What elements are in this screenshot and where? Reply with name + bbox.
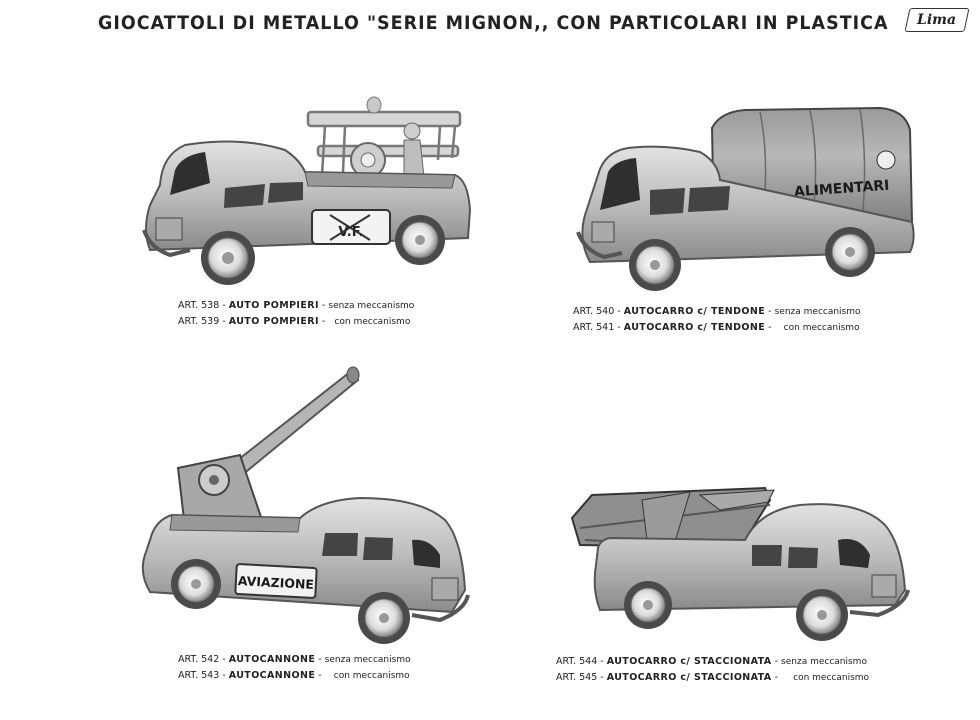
product-name: AUTOCANNONE: [228, 654, 316, 665]
mechanism-text: senza meccanismo: [774, 307, 861, 317]
product-name: AUTOCARRO c/ STACCIONATA: [606, 656, 772, 667]
art-number: ART. 538: [178, 300, 220, 311]
art-number: ART. 543: [178, 670, 220, 681]
mechanism-text: con meccanismo: [333, 671, 410, 681]
art-number: ART. 544: [556, 656, 598, 667]
caption-line: ART. 539 - AUTO POMPIERI - con meccanismo: [178, 316, 411, 327]
product-name: AUTOCANNONE: [228, 670, 316, 681]
caption-line: ART. 543 - AUTOCANNONE - con meccanismo: [178, 670, 410, 681]
product-name: AUTOCARRO c/ TENDONE: [623, 322, 766, 333]
caption-line: ART. 542 - AUTOCANNONE - senza meccanismo: [178, 654, 411, 665]
caption-line: ART. 541 - AUTOCARRO c/ TENDONE - con meccanismo: [573, 322, 860, 333]
mechanism-text: con meccanismo: [783, 323, 860, 333]
art-number: ART. 545: [556, 672, 598, 683]
art-number: ART. 541: [573, 322, 615, 333]
product-name: AUTO POMPIERI: [228, 300, 319, 311]
product-name: AUTOCARRO c/ STACCIONATA: [606, 672, 772, 683]
product-name: AUTO POMPIERI: [228, 316, 319, 327]
fire-truck-label: V.F.: [338, 225, 364, 240]
logo-text: Lima: [917, 12, 957, 28]
covered-truck-label: ALIMENTARI: [793, 177, 890, 201]
product-name: AUTOCARRO c/ TENDONE: [623, 306, 766, 317]
art-number: ART. 539: [178, 316, 220, 327]
caption-staccionata: [556, 654, 869, 686]
mechanism-text: con meccanismo: [334, 317, 411, 327]
art-number: ART. 540: [573, 306, 615, 317]
mechanism-text: con meccanismo: [793, 673, 870, 683]
caption-line: ART. 540 - AUTOCARRO c/ TENDONE - senza meccanismo: [573, 306, 861, 317]
caption-line: ART. 544 - AUTOCARRO c/ STACCIONATA - senza meccanismo: [556, 656, 867, 667]
caption-line: ART. 538 - AUTO POMPIERI - senza meccanismo: [178, 300, 415, 311]
art-number: ART. 542: [178, 654, 220, 665]
cannon-truck-label: AVIAZIONE: [237, 573, 315, 592]
mechanism-text: senza meccanismo: [781, 657, 867, 667]
caption-line: ART. 545 - AUTOCARRO c/ STACCIONATA - con meccanismo: [556, 672, 870, 683]
page-title: GIOCATTOLI DI METALLO "SERIE MIGNON,, CON PARTICOLARI IN PLASTICA: [98, 12, 889, 34]
mechanism-text: senza meccanismo: [324, 655, 411, 665]
mechanism-text: senza meccanismo: [328, 301, 415, 311]
